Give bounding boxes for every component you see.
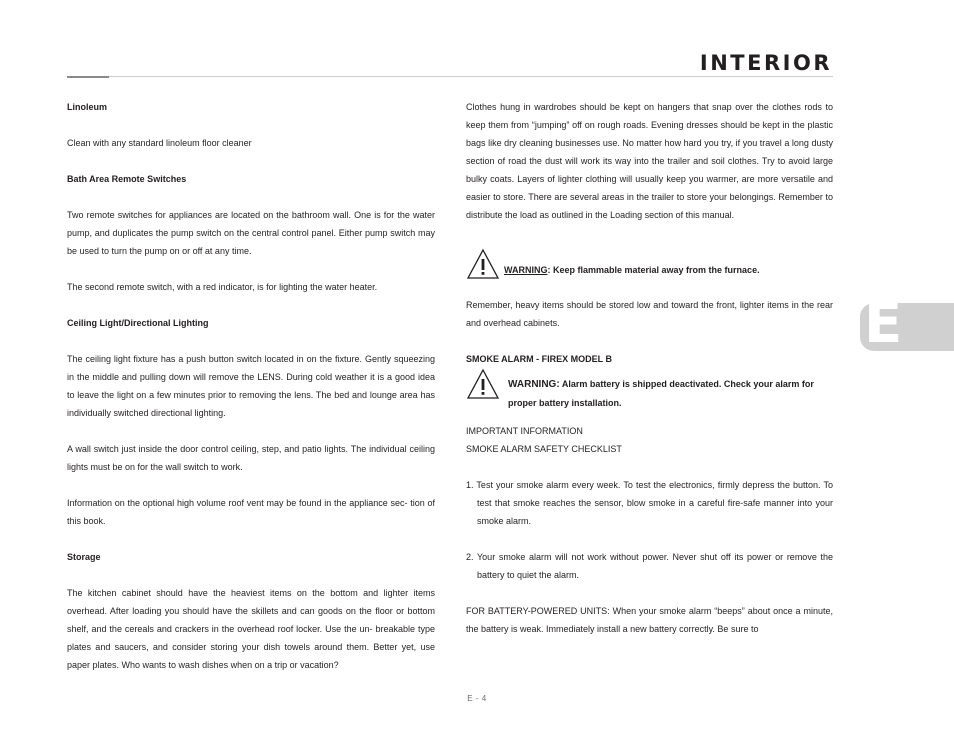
ceiling-text-3: Information on the optional high volume roof vent may be found in the appliance sec- tion of this book. (67, 498, 435, 526)
battery-text: FOR BATTERY-POWERED UNITS: When your smoke alarm “beeps” about once a minute, the battery is weak. Immediately install a new battery correctly. Be sure to (466, 606, 833, 634)
page-number: E - 4 (467, 694, 487, 703)
warning-1-message: : Keep flammable material away from the furnace. (547, 265, 760, 275)
warning-callout-1 (466, 248, 833, 278)
clothes-text: Clothes hung in wardrobes should be kept on hangers that snap over the clothes rods to keep them from “jumping” off on rough roads. Evening dresses should be kept in the plastic bags like dry cleaning businesses use. No matter how hard you try, if you travel a long dusty section of road the dust will work its way into the trailer and soil clothes. Try to avoid large bulky coats. Layers of lighter clothing will usually keep you warmer, are more versatile and easier to store. There are several areas in the trailer to store your belongings. Remember to distribute the load as outlined in the Loading section of this manual. (466, 102, 833, 220)
header-rule-accent (67, 76, 109, 78)
checklist-item-1: 1. Test your smoke alarm every week. To test the electronics, firmly depress the button. To test that smoke reaches the sensor, blow smoke in a careful fire-safe manner into your smoke alarm. (466, 480, 833, 526)
bath-text-2: The second remote switch, with a red indicator, is for lighting the water heater. (67, 282, 378, 292)
checklist-item-2: 2. Your smoke alarm will not work without power. Never shut off its power or remove the battery to quiet the alarm. (466, 552, 833, 580)
warning-2-label: WARNING: (508, 379, 560, 390)
heavy-items-text: Remember, heavy items should be stored low and toward the front, lighter items in the rear and overhead cabinets. (466, 300, 833, 328)
warning-callout-2 (466, 368, 833, 408)
section-tab (860, 291, 954, 356)
linoleum-heading: Linoleum (67, 102, 107, 112)
section-tab-letter: E (864, 291, 903, 356)
warning-2-message: Alarm battery is shipped deactivated. Check your alarm for proper battery installation. (508, 379, 814, 408)
linoleum-text: Clean with any standard linoleum floor cleaner (67, 138, 252, 148)
ceiling-text-2: A wall switch just inside the door control ceiling, step, and patio lights. The individual ceiling lights must be on for the wall switch to work. (67, 444, 435, 472)
storage-text: The kitchen cabinet should have the heaviest items on the bottom and lighter items overhead. After loading you should have the skillets and can goods on the floor or bottom shelf, and the cereals and crackers in the overhead roof locker. Use the un- breakable type plates and saucers, and consider storing your dish towels around them. Better yet, use paper plates. Who wants to wash dishes when on a trip or vacation? (67, 588, 435, 670)
important-info-heading: IMPORTANT INFORMATION (466, 426, 583, 436)
storage-heading: Storage (67, 552, 101, 562)
ceiling-heading: Ceiling Light/Directional Lighting (67, 318, 209, 328)
warning-1-label: WARNING (504, 265, 548, 275)
checklist-heading: SMOKE ALARM SAFETY CHECKLIST (466, 444, 622, 454)
warning-triangle-icon (466, 248, 500, 280)
smoke-alarm-heading: SMOKE ALARM - FIREX MODEL B (466, 354, 612, 364)
right-column (466, 98, 833, 638)
bath-heading: Bath Area Remote Switches (67, 174, 187, 184)
bath-text-1: Two remote switches for appliances are located on the bathroom wall. One is for the water pump, and duplicates the pump switch on the central control panel. Either pump switch may be used to turn the pump on or off at any time. (67, 210, 435, 256)
ceiling-text-1: The ceiling light fixture has a push button switch located in on the fixture. Gently squeezing in the middle and pulling down will remove the LENS. During cold weather it is a good idea to leave the light on a few minutes prior to removing the lens. The bed and lounge area has individually switched directional lighting. (67, 354, 435, 418)
page-title: INTERIOR (699, 51, 832, 75)
header-rule (67, 76, 833, 77)
left-column (67, 98, 435, 674)
warning-triangle-icon (466, 368, 500, 400)
warning-2-text (508, 375, 833, 412)
warning-1-text (504, 261, 760, 279)
